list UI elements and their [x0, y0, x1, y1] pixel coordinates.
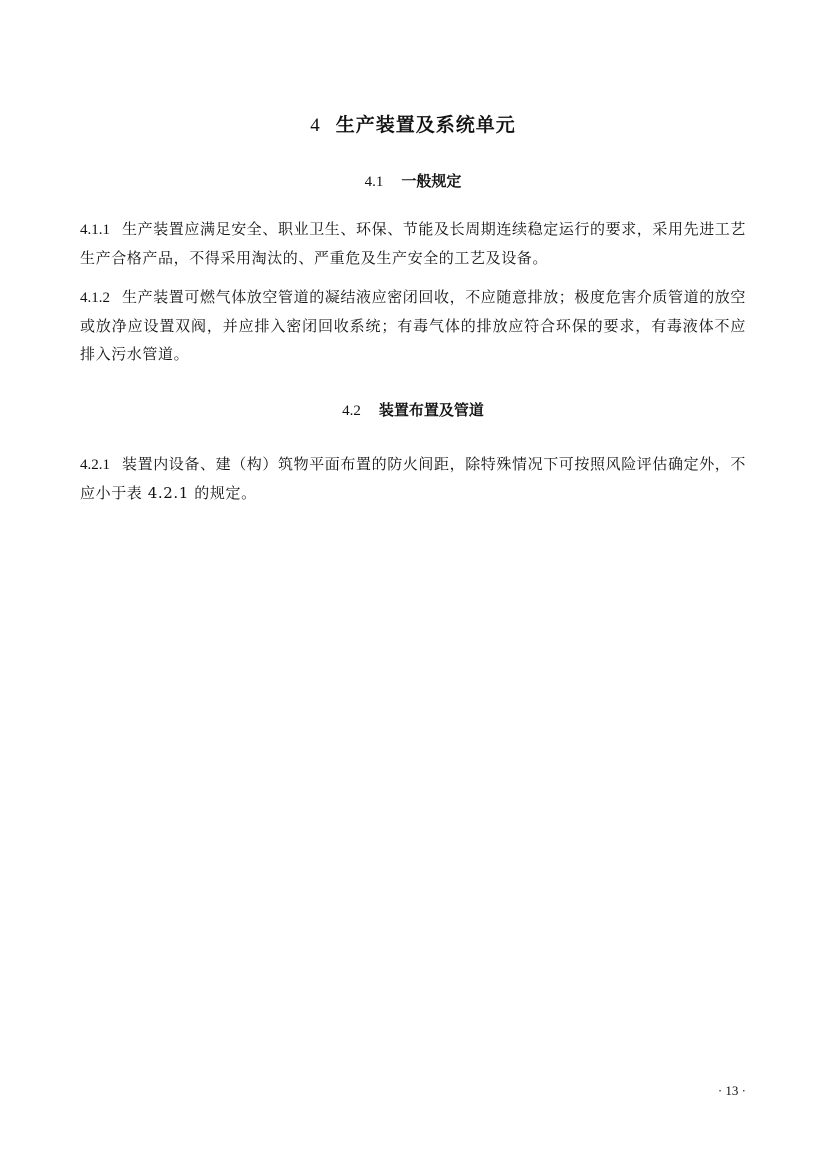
chapter-title-text: 生产装置及系统单元: [335, 114, 516, 136]
chapter-heading: [0, 112, 826, 139]
clause-text: 生产装置可燃气体放空管道的凝结液应密闭回收，不应随意排放；极度危害介质管道的放空或放净应设置双阀，并应排入密闭回收系统；有毒气体的排放应符合环保的要求，有毒液体不应排入污水管道。: [80, 288, 747, 363]
clause-text: 生产装置应满足安全、职业卫生、环保、节能及长周期连续稳定运行的要求，采用先进工艺生产合格产品，不得采用淘汰的、严重危及生产安全的工艺及设备。: [80, 220, 747, 267]
section-title-text: 装置布置及管道: [378, 401, 484, 419]
section-heading-4-2: [0, 399, 826, 422]
page-number: · 13 ·: [717, 1083, 746, 1098]
chapter-number: 4: [310, 115, 320, 136]
section-number: 4.1: [364, 174, 384, 190]
clause-number: 4.1.2: [80, 290, 110, 306]
clause-text: 装置内设备、建（构）筑物平面布置的防火间距，除特殊情况下可按照风险评估确定外，不应小于表 4.2.1 的规定。: [80, 455, 747, 502]
section-heading-4-1: [0, 170, 826, 193]
section-number: 4.2: [342, 403, 361, 419]
clause-number: 4.2.1: [80, 457, 110, 473]
clause-4-1-1: [80, 215, 746, 272]
clause-4-1-2: [80, 283, 746, 368]
clause-4-2-1: [80, 450, 746, 507]
section-title-text: 一般规定: [401, 172, 462, 190]
clause-number: 4.1.1: [80, 222, 110, 238]
